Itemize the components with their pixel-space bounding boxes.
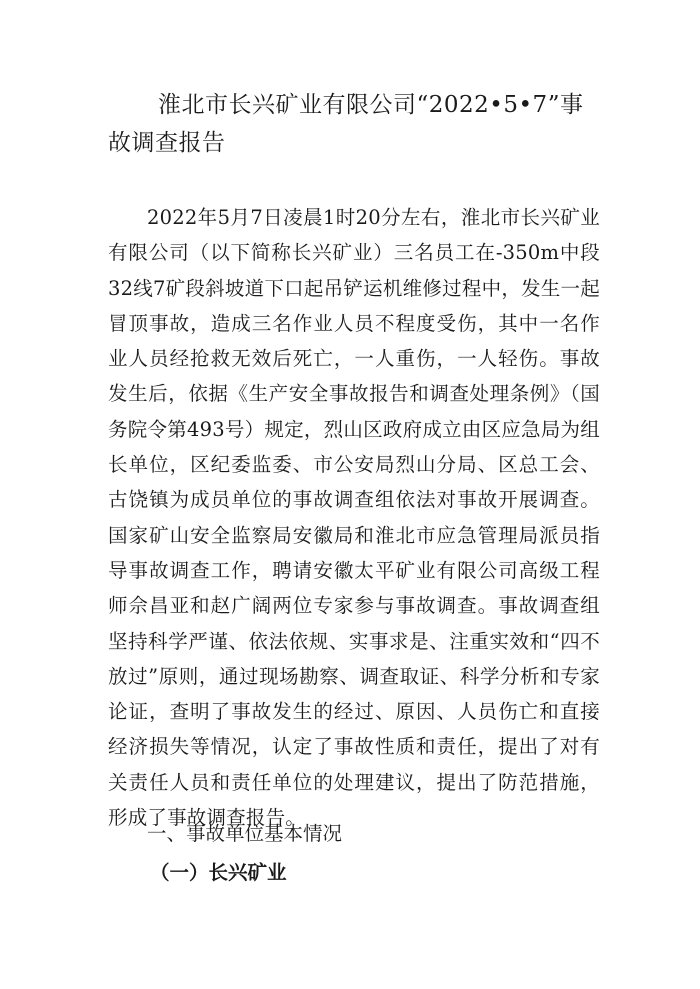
intro-paragraph: 2022年5月7日凌晨1时20分左右，淮北市长兴矿业有限公司（以下简称长兴矿业）三名员工在-350m中段32线7矿段斜坡道下口起吊铲运机维修过程中，发生一起冒顶事故，造成三名作业人员不程度受伤，其中一名作业人员经抢救无效后死亡，一人重伤，一人轻伤。事故发生后，依据《生产安全事故报告和调查处理条例》（国务院令第493号）规定，烈山区政府成立由区应急局为组长单位，区纪委监委、市公安局烈山分局、区总工会、古饶镇为成员单位的事故调查组依法对事故开展调查。国家矿山安全监察局安徽局和淮北市应急管理局派员指导事故调查工作，聘请安徽太平矿业有限公司高级工程师佘昌亚和赵广阔两位专家参与事故调查。事故调查组坚持科学严谨、依法依规、实事求是、注重实效和“四不放过”原则，通过现场勘察、调查取证、科学分析和专家论证，查明了事故发生的经过、原因、人员伤亡和直接经济损失等情况，认定了事故性质和责任，提出了对有关责任人员和责任单位的处理建议，提出了防范措施，形成了事故调查报告。 — [108, 206, 600, 830]
report-title: 淮北市长兴矿业有限公司“2022•5•7”事故调查报告 — [108, 92, 584, 156]
section-heading: 一、事故单位基本情况 — [147, 822, 343, 845]
subsection-heading: （一）长兴矿业 — [150, 861, 287, 884]
